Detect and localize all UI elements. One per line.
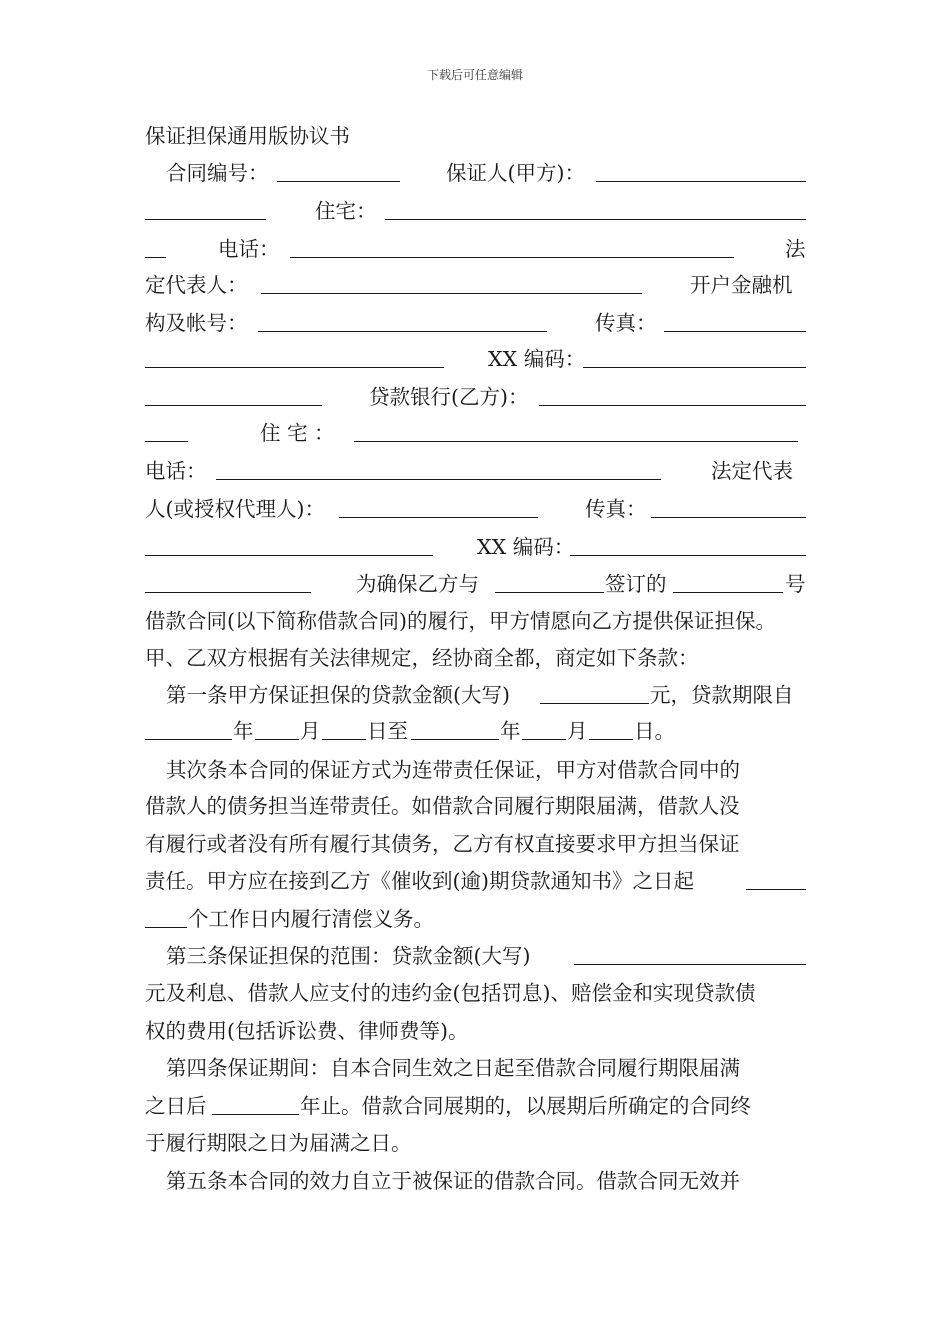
guarantor-blank-cont[interactable] [145, 219, 266, 220]
zip2-blank[interactable] [570, 555, 806, 556]
start-month-blank[interactable] [255, 739, 299, 740]
article2-line-1: 其次条本合同的保证方式为连带责任保证，甲方对借款合同中的 [166, 758, 740, 782]
work-days-blank[interactable] [746, 889, 806, 890]
work-days-blank-cont[interactable] [145, 927, 187, 928]
article3-line-2: 元及利息、借款人应支付的违约金(包括罚息)、赔偿金和实现贷款债 [145, 981, 756, 1005]
zip2-label: XX 编码： [477, 535, 575, 559]
page-header: 下载后可任意编辑 [426, 68, 523, 82]
phone2-label: 电话： [145, 459, 207, 483]
zip1-label: XX 编码： [488, 347, 586, 371]
fax1-blank[interactable] [664, 331, 806, 332]
contract-no-blank[interactable] [277, 181, 400, 182]
end-year-blank[interactable] [411, 739, 499, 740]
ensure-text-c: 号 [785, 572, 806, 596]
article1-day2: 日。 [634, 719, 675, 743]
bank-acct-label-b: 构及帐号： [145, 311, 248, 335]
fax2-blank-cont[interactable] [145, 555, 433, 556]
article2-line-5: 个工作日内履行清偿义务。 [188, 907, 434, 931]
address2-blank[interactable] [354, 441, 798, 442]
address1-label: 住宅： [315, 199, 377, 223]
lender-blank[interactable] [539, 405, 806, 406]
lender-blank-cont[interactable] [145, 441, 188, 442]
fax1-blank-cont[interactable] [145, 367, 444, 368]
phone1-label: 电话： [218, 237, 280, 261]
loan-amount-blank[interactable] [540, 703, 649, 704]
intro-line-1: 借款合同(以下简称借款合同)的履行，甲方情愿向乙方提供保证担保。 [145, 609, 776, 633]
article1-year: 年 [233, 719, 254, 743]
legal-rep2-label-b: 人(或授权代理人)： [145, 497, 325, 521]
article1-year2: 年 [500, 719, 521, 743]
address1-blank-cont[interactable] [145, 257, 166, 258]
scope-amount-blank[interactable] [574, 964, 806, 965]
zip1-blank-cont[interactable] [145, 405, 322, 406]
article4-line-2b: 年止。借款合同展期的，以展期后所确定的合同终 [300, 1094, 751, 1118]
address2-label: 住 宅 ： [260, 421, 335, 445]
article3-line-3: 权的费用(包括诉讼费、律师费等)。 [145, 1019, 469, 1043]
article4-line-3: 于履行期限之日为届满之日。 [145, 1131, 412, 1155]
bank-acct-blank[interactable] [258, 331, 547, 332]
start-year-blank[interactable] [145, 739, 232, 740]
address1-blank[interactable] [385, 219, 806, 220]
end-day-blank[interactable] [589, 739, 633, 740]
loan-contract-no-blank[interactable] [673, 592, 783, 593]
zip2-blank-cont[interactable] [145, 592, 311, 593]
ensure-text-b: 签订的 [605, 572, 667, 596]
legal-rep1-blank[interactable] [261, 293, 642, 294]
article2-line-2: 借款人的债务担当连带责任。如借款合同履行期限届满，借款人没 [145, 794, 740, 818]
article3-line-1: 第三条保证担保的范围：贷款金额(大写) [166, 944, 531, 968]
guarantee-years-blank[interactable] [212, 1114, 299, 1115]
article1-month2: 月 [567, 719, 588, 743]
document-title: 保证担保通用版协议书 [145, 124, 350, 148]
lender-label: 贷款银行(乙方)： [369, 385, 529, 409]
article4-line-2a: 之日后 [145, 1094, 207, 1118]
phone2-blank[interactable] [216, 479, 661, 480]
fax2-label: 传真： [585, 497, 647, 521]
ensure-text-a: 为确保乙方与 [356, 572, 479, 596]
article2-line-4: 责任。甲方应在接到乙方《催收到(逾)期贷款通知书》之日起 [145, 869, 694, 893]
article2-line-3: 有履行或者没有所有履行其债务，乙方有权直接要求甲方担当保证 [145, 832, 740, 856]
guarantor-label: 保证人(甲方)： [446, 161, 585, 185]
legal-rep2-label-a: 法定代表 [711, 459, 793, 483]
fax1-label: 传真： [595, 311, 657, 335]
article4-line-1: 第四条保证期间：自本合同生效之日起至借款合同履行期限届满 [166, 1056, 740, 1080]
borrower-blank[interactable] [495, 592, 604, 593]
article1-line-1b: 元，贷款期限自 [650, 683, 794, 707]
legal-rep2-blank[interactable] [339, 517, 538, 518]
article1-line-1a: 第一条甲方保证担保的贷款金额(大写) [166, 683, 510, 707]
intro-line-2: 甲、乙双方根据有关法律规定，经协商全都，商定如下条款： [145, 646, 699, 670]
legal-rep1-label-b: 定代表人： [145, 273, 248, 297]
end-month-blank[interactable] [522, 739, 566, 740]
article1-month: 月 [300, 719, 321, 743]
fax2-blank[interactable] [651, 517, 806, 518]
legal-rep1-label-a: 法 [785, 237, 806, 261]
guarantor-blank[interactable] [596, 181, 806, 182]
zip1-blank[interactable] [583, 367, 806, 368]
contract-no-label: 合同编号： [166, 161, 269, 185]
article1-day-to: 日至 [367, 719, 408, 743]
bank-acct-label-a: 开户金融机 [690, 273, 793, 297]
start-day-blank[interactable] [322, 739, 366, 740]
article5-line-1: 第五条本合同的效力自立于被保证的借款合同。借款合同无效并 [166, 1169, 740, 1193]
phone1-blank[interactable] [290, 257, 734, 258]
